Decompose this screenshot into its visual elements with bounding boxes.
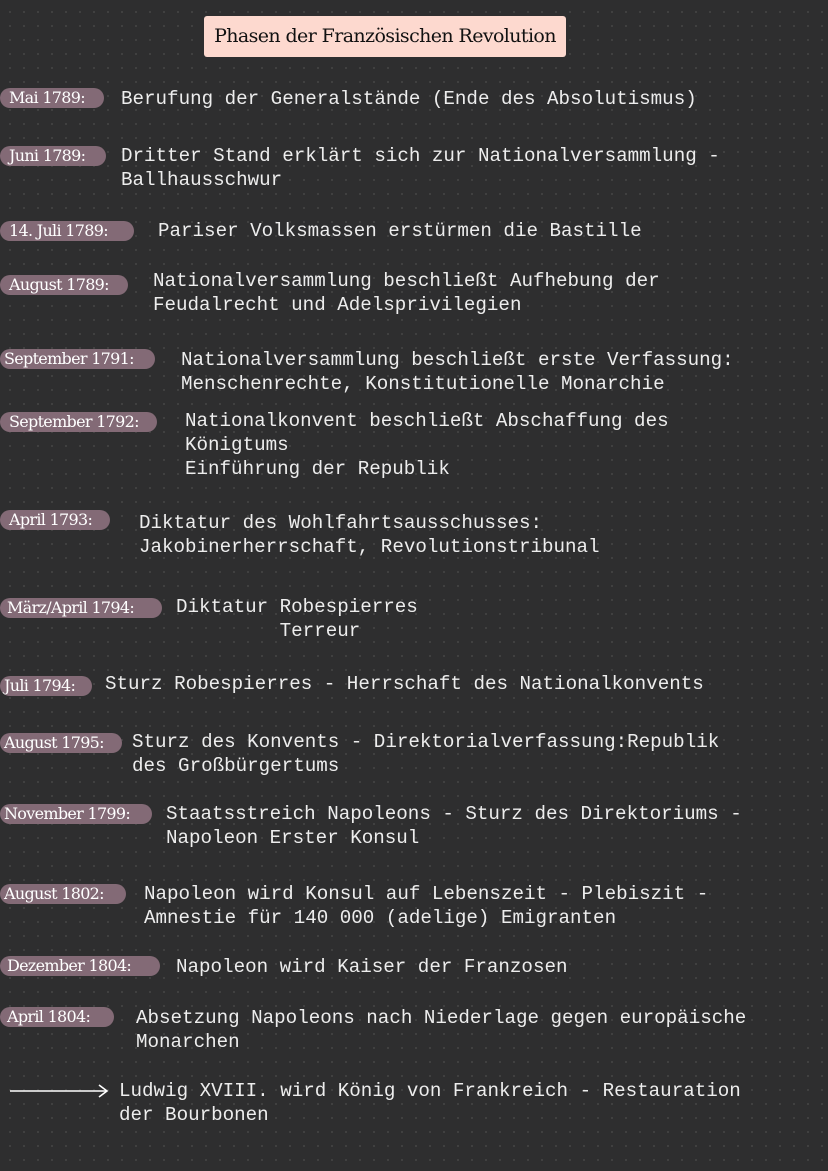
page-title: Phasen der Französischen Revolution — [204, 16, 566, 57]
date-badge: August 1795: — [0, 733, 122, 753]
event-text: Nationalkonvent beschließt Abschaffung des Königtums Einführung der Republik — [185, 410, 669, 480]
date-badge: Mai 1789: — [0, 88, 104, 108]
date-badge: September 1792: — [0, 412, 157, 432]
event-text: Staatsstreich Napoleons - Sturz des Direktoriums - Napoleon Erster Konsul — [166, 803, 742, 849]
date-badge: August 1789: — [0, 275, 128, 295]
event-text: Nationalversammlung beschließt Aufhebung der Feudalrecht und Adelsprivilegien — [153, 270, 660, 316]
conclusion-text: Ludwig XVIII. wird König von Frankreich - Restauration der Bourbonen — [119, 1080, 741, 1126]
event-text: Absetzung Napoleons nach Niederlage gegen europäische Monarchen — [136, 1007, 747, 1053]
event-text: Diktatur des Wohlfahrtsausschusses: Jakobinerherrschaft, Revolutionstribunal — [139, 512, 600, 558]
date-badge: März/April 1794: — [0, 598, 162, 618]
arrow-right-icon — [10, 1084, 110, 1098]
date-badge: Juli 1794: — [0, 676, 92, 696]
date-badge: September 1791: — [0, 349, 155, 369]
date-badge: 14. Juli 1789: — [0, 221, 134, 241]
event-text: Dritter Stand erklärt sich zur Nationalversammlung - Ballhausschwur — [121, 145, 720, 191]
event-text: Diktatur Robespierres Terreur — [176, 596, 418, 642]
event-text: Sturz des Konvents - Direktorialverfassung:Republik des Großbürgertums — [132, 731, 720, 777]
event-text: Napoleon wird Konsul auf Lebenszeit - Plebiszit - Amnestie für 140 000 (adelige) Emigranten — [144, 883, 709, 929]
event-text: Sturz Robespierres - Herrschaft des Nationalkonvents — [105, 673, 704, 695]
event-text: Pariser Volksmassen erstürmen die Bastille — [158, 220, 642, 242]
event-text: Nationalversammlung beschließt erste Verfassung: Menschenrechte, Konstitutionelle Monarchie — [181, 349, 734, 395]
event-text: Berufung der Generalstände (Ende des Absolutismus) — [121, 88, 697, 110]
date-badge: Juni 1789: — [0, 146, 106, 166]
date-badge: November 1799: — [0, 804, 152, 824]
date-badge: April 1804: — [0, 1007, 114, 1027]
date-badge: Dezember 1804: — [0, 956, 160, 976]
date-badge: August 1802: — [0, 884, 126, 904]
event-text: Napoleon wird Kaiser der Franzosen — [176, 956, 568, 978]
date-badge: April 1793: — [0, 510, 110, 530]
